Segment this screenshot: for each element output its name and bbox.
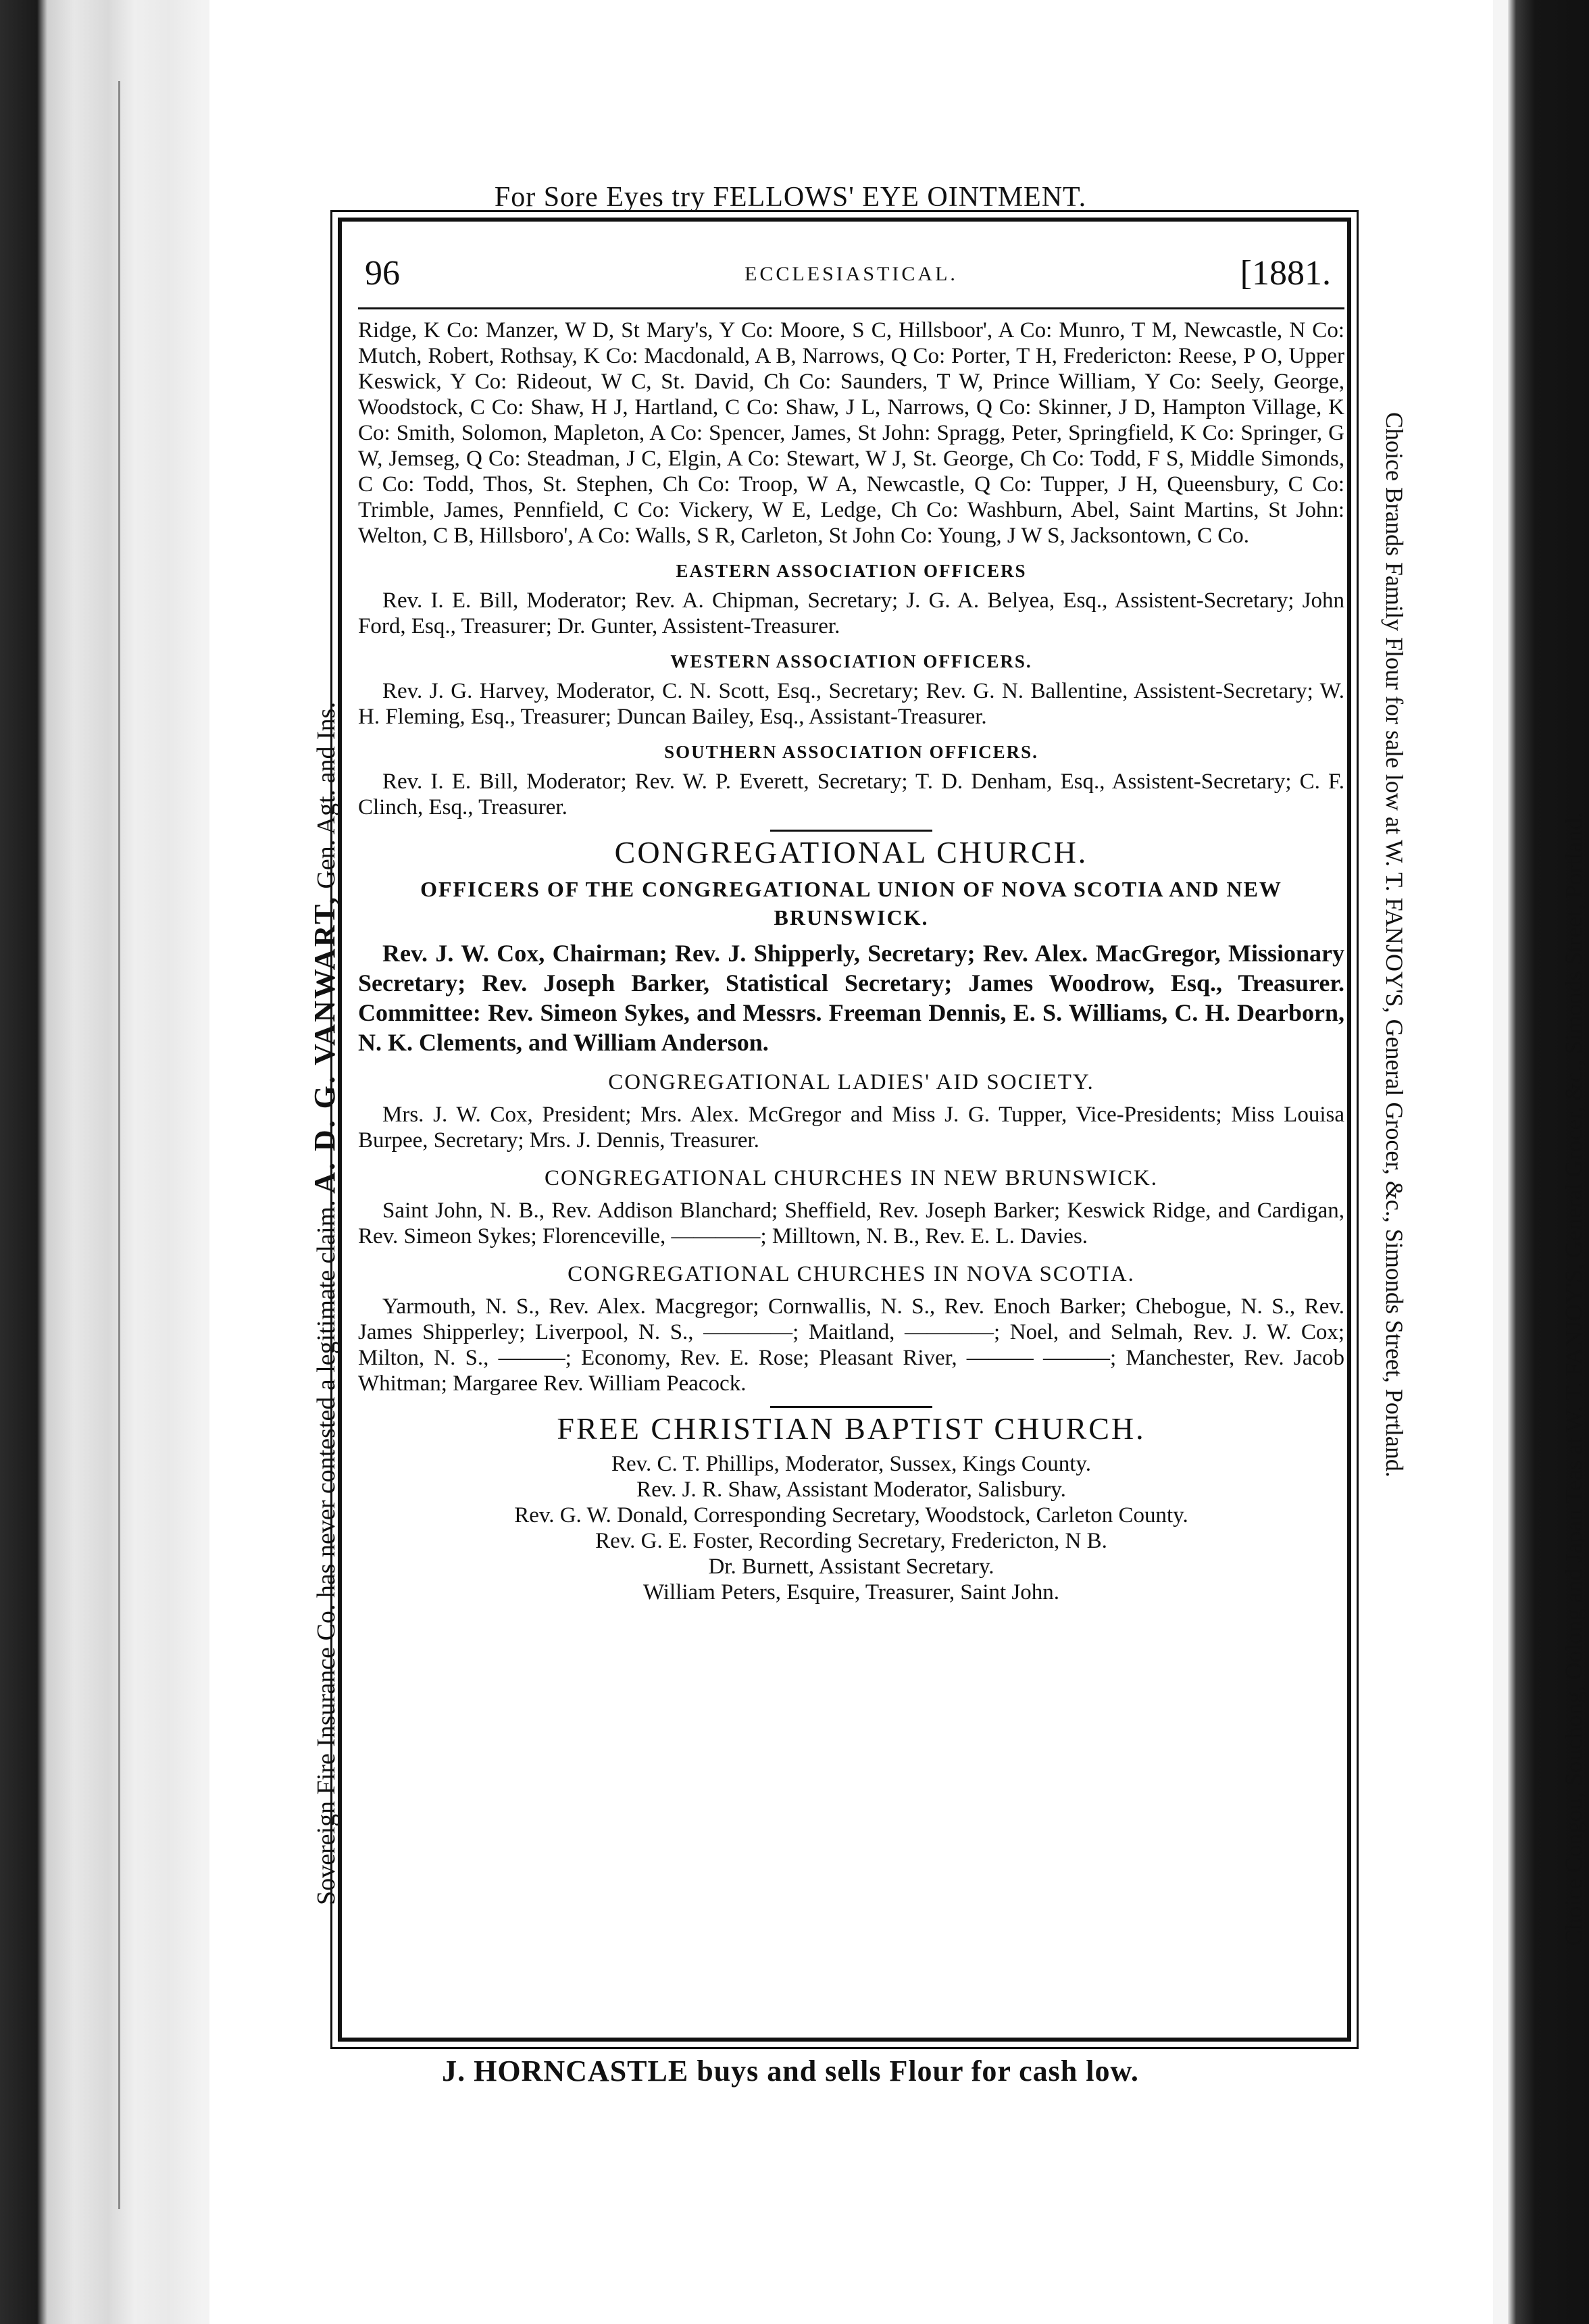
left-margin-suffix: Gen. Agt. and Ins.	[312, 702, 340, 889]
ns-churches-heading: CONGREGATIONAL CHURCHES IN NOVA SCOTIA.	[568, 1262, 1135, 1286]
ladies-aid-heading: CONGREGATIONAL LADIES' AID SOCIETY.	[608, 1070, 1094, 1094]
running-title: ECCLESIASTICAL.	[745, 263, 958, 285]
bottom-advertisement: J. HORNCASTLE buys and sells Flour for cash low.	[442, 2054, 1139, 2088]
left-margin-advertisement	[307, 149, 343, 1905]
ladies-aid-officers: Mrs. J. W. Cox, President; Mrs. Alex. McGregor and Miss J. G. Tupper, Vice-Presidents; Miss Louisa Burpee, Secretary; Mrs. J. Dennis, Treasurer.	[358, 1103, 1344, 1153]
western-officers: Rev. J. G. Harvey, Moderator, C. N. Scott, Esq., Secretary; Rev. G. N. Ballentine, Assistent-Secretary; W. H. Fleming, Esq., Treasurer; Duncan Bailey, Esq., Assistant-Treasurer.	[358, 679, 1344, 729]
free-christian-line: William Peters, Esquire, Treasurer, Saint John.	[642, 1580, 1060, 1605]
free-christian-line: Rev. G. E. Foster, Recording Secretary, Fredericton, N B.	[595, 1529, 1107, 1553]
section-divider	[770, 830, 932, 832]
left-margin-agent-name: A. D. G. VANWART,	[308, 895, 341, 1194]
page-year: [1881.	[1240, 254, 1331, 293]
eastern-heading: EASTERN ASSOCIATION OFFICERS	[676, 561, 1027, 581]
southern-heading: SOUTHERN ASSOCIATION OFFICERS.	[664, 742, 1038, 762]
free-christian-line: Rev. C. T. Phillips, Moderator, Sussex, Kings County.	[611, 1452, 1092, 1476]
nb-churches-heading: CONGREGATIONAL CHURCHES IN NEW BRUNSWICK.	[545, 1166, 1158, 1190]
congregational-title: CONGREGATIONAL CHURCH.	[614, 835, 1088, 869]
free-christian-title: FREE CHRISTIAN BAPTIST CHURCH.	[557, 1411, 1146, 1446]
directory-list: Ridge, K Co: Manzer, W D, St Mary's, Y Co: Moore, S C, Hillsboor', A Co: Munro, T M, Newcastle, N Co: Mutch, Robert, Rothsay, K Co: Macdonald, A B, Narrows, Q Co: Porter, T H, Fredericton: Reese, P O, Upper Keswick, Y Co: Rideout, W C, St. David, Ch Co: Saunders, T W, Prince William, Y Co: Seely, George, Woodstock, C Co: Shaw, H J, Hartland, C Co: Shaw, J L, Narrows, Q Co: Skinner, J D, Hampton Village, K Co: Smith, Solomon, Mapleton, A Co: Spencer, James, St John: Spragg, Peter, Springfield, K Co: Springer, G W, Jemseg, Q Co: Steadman, J C, Elgin, A Co: Stewart, W J, St. George, Ch Co: Todd, F S, Middle Simonds, C Co: Todd, Thos, St. Stephen, Ch Co: Troop, W A, Newcastle, Q Co: Tupper, J H, Queensbury, C Co: Trimble, James, Pennfield, C Co: Vickery, W E, Ledge, Ch Co: Washburn, Abel, Saint Martins, St John: Welton, C B, Hillsboro', A Co: Walls, S R, Carleton, St John Co: Young, J W S, Jacksontown, C Co.	[358, 318, 1344, 548]
page-number: 96	[365, 254, 400, 293]
free-christian-line: Rev. G. W. Donald, Corresponding Secretary, Woodstock, Carleton County.	[514, 1503, 1188, 1527]
union-officers: Rev. J. W. Cox, Chairman; Rev. J. Shipperly, Secretary; Rev. Alex. MacGregor, Missionary Secretary; Rev. Joseph Barker, Statistical Secretary; James Woodrow, Esq., Treasurer. Committee: Rev. Simeon Sykes, and Messrs. Freeman Dennis, E. S. Williams, C. H. Dearborn, N. K. Clements, and William Anderson.	[358, 940, 1344, 1056]
section-divider-2	[770, 1406, 932, 1408]
nb-churches-list: Saint John, N. B., Rev. Addison Blanchard; Sheffield, Rev. Joseph Barker; Keswick Ridge, and Cardigan, Rev. Simeon Sykes; Florenceville, ————; Milltown, N. B., Rev. E. L. Davies.	[358, 1198, 1344, 1248]
top-advertisement: For Sore Eyes try FELLOWS' EYE OINTMENT.	[494, 182, 1087, 213]
eastern-officers: Rev. I. E. Bill, Moderator; Rev. A. Chipman, Secretary; J. G. A. Belyea, Esq., Assistent-Secretary; John Ford, Esq., Treasurer; Dr. Gunter, Assistent-Treasurer.	[358, 588, 1344, 638]
free-christian-line: Rev. J. R. Shaw, Assistant Moderator, Salisbury.	[636, 1477, 1066, 1502]
header-rule	[358, 307, 1344, 309]
western-heading: WESTERN ASSOCIATION OFFICERS.	[670, 651, 1032, 672]
right-margin-advertisement: Choice Brands Family Flour for sale low at W. T. FANJOY'S, General Grocer, &c., Simonds Street, Portland.	[1381, 412, 1408, 1477]
union-heading: OFFICERS OF THE CONGREGATIONAL UNION OF NOVA SCOTIA AND NEW BRUNSWICK.	[420, 877, 1282, 930]
far-right-advertisement: Choice Congou, Souchong, Oolong and Japan Teas at W. T. FANJOY'S, General Grocer, &c., Simonds Street, Portland.	[1561, 812, 1587, 1946]
page-header	[358, 253, 1344, 301]
southern-officers: Rev. I. E. Bill, Moderator; Rev. W. P. Everett, Secretary; T. D. Denham, Esq., Assistent-Secretary; C. F. Clinch, Esq., Treasurer.	[358, 769, 1344, 819]
page-content	[358, 318, 1344, 1605]
free-christian-line: Dr. Burnett, Assistant Secretary.	[708, 1555, 994, 1579]
left-margin-text: Sovereign Fire Insurance Co. has never contested a legitimate claim.	[312, 1200, 340, 1905]
ns-churches-list: Yarmouth, N. S., Rev. Alex. Macgregor; Cornwallis, N. S., Rev. Enoch Barker; Chebogue, N. S., Rev. James Shipperley; Liverpool, N. S., ————; Maitland, ————; Noel, and Selmah, Rev. J. W. Cox; Milton, N. S., ———; Economy, Rev. E. Rose; Pleasant River, ——— ———; Manchester, Rev. Jacob Whitman; Margaree Rev. William Peacock.	[358, 1294, 1344, 1396]
page-edge-left	[0, 0, 209, 2324]
